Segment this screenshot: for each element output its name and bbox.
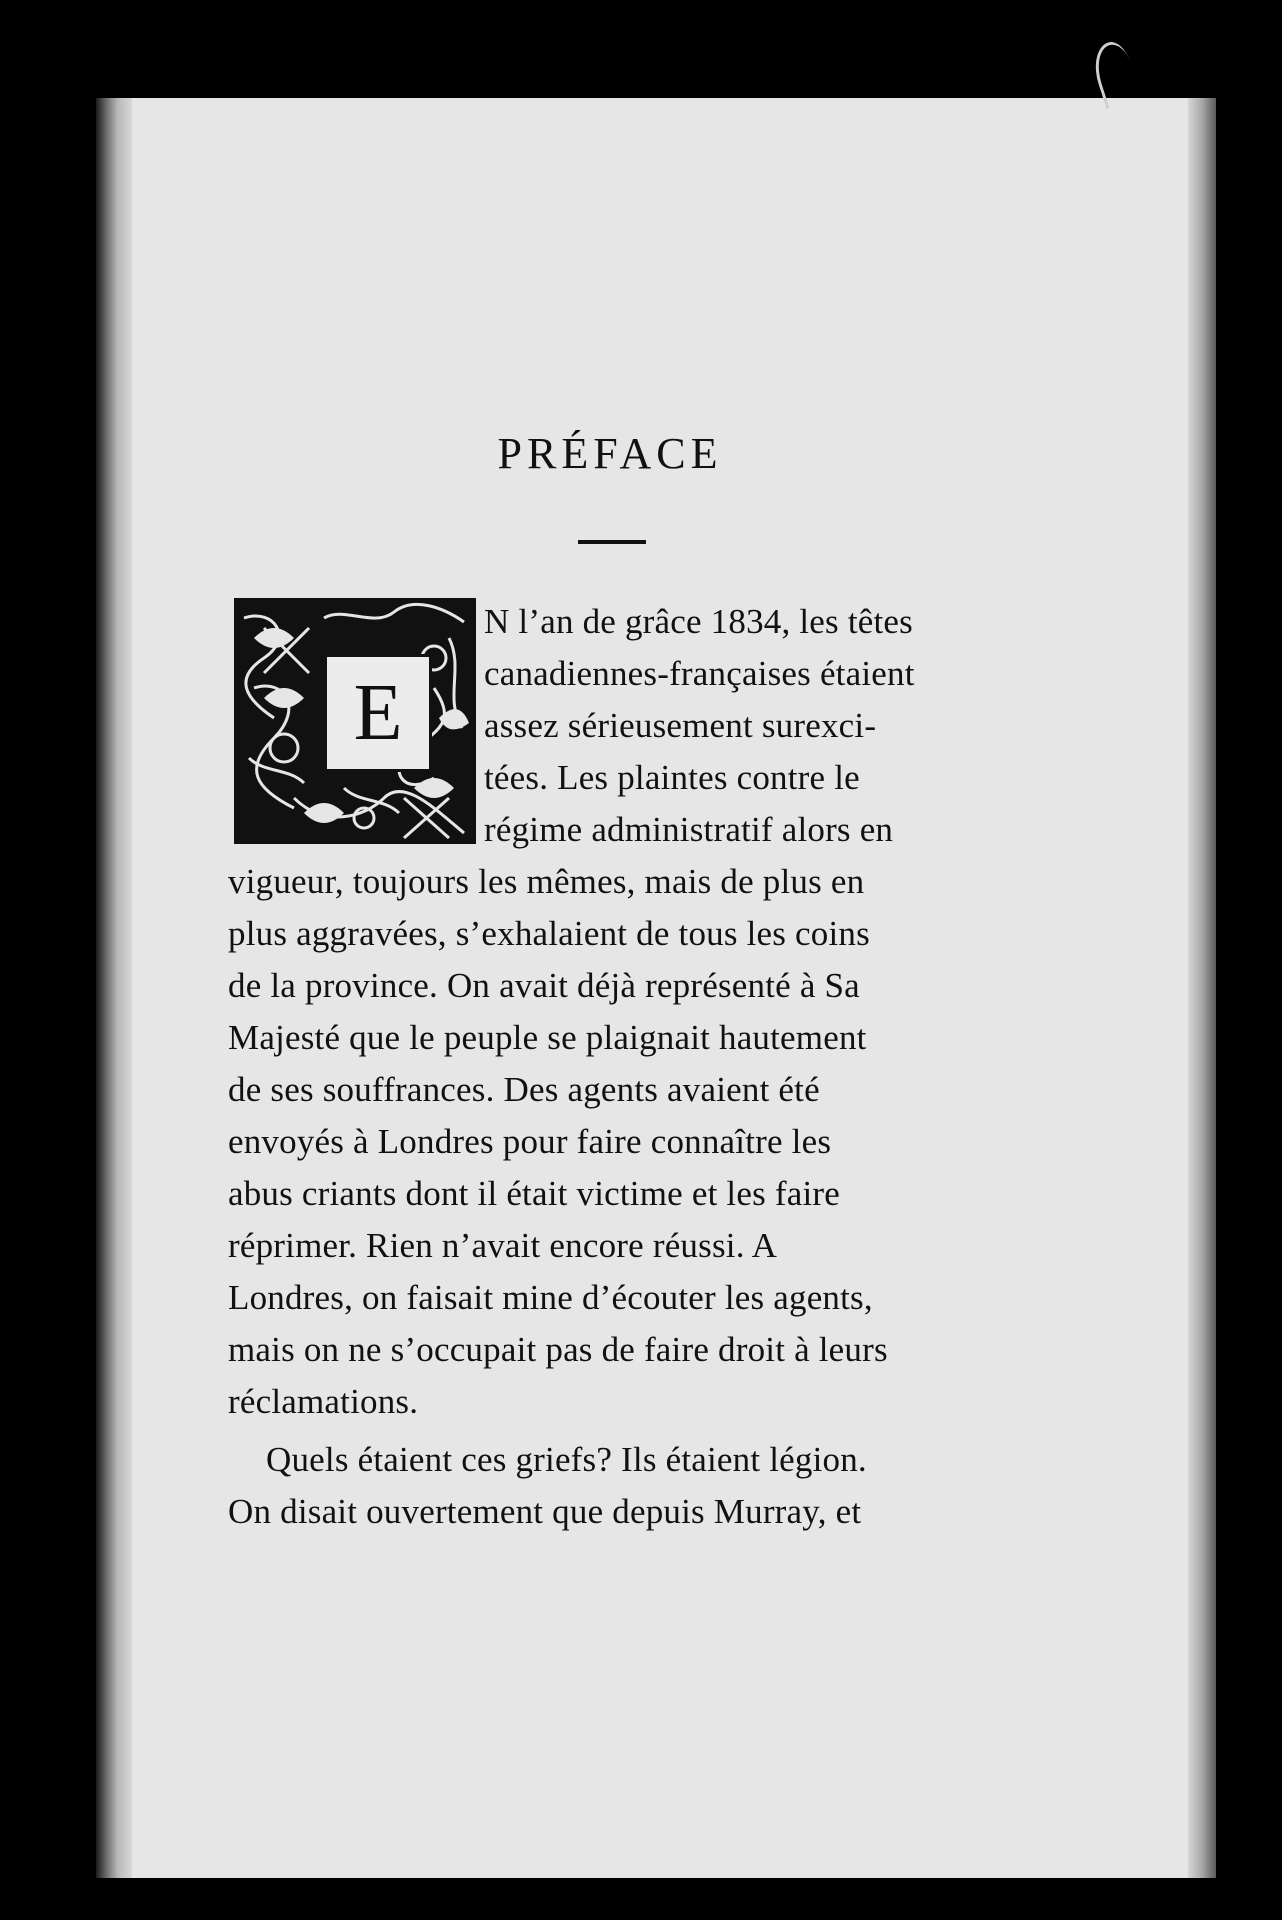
top-margin [0, 0, 1282, 98]
text-line: Majesté que le peuple se plaignait hautement [228, 1018, 867, 1057]
text-line: réclamations. [228, 1382, 419, 1421]
text-line: de ses souffrances. Des agents avaient été [228, 1070, 820, 1109]
text-line: assez sérieusement surexci- [484, 706, 877, 745]
text-line: Quels étaient ces griefs? Ils étaient légion. [266, 1440, 867, 1479]
text-line: régime administratif alors en [484, 810, 894, 849]
book-spine-gutter [96, 98, 132, 1878]
drop-cap-letter: E [353, 669, 403, 757]
title-rule [578, 540, 646, 544]
page-edge [1188, 98, 1216, 1878]
text-line: canadiennes-françaises étaient [484, 654, 915, 693]
text-line: On disait ouvertement que depuis Murray, et [228, 1492, 862, 1531]
page-title: PRÉFACE [497, 429, 723, 478]
text-line: envoyés à Londres pour faire connaître les [228, 1122, 832, 1161]
text-line: réprimer. Rien n’avait encore réussi. A [228, 1226, 778, 1265]
text-line: plus aggravées, s’exhalaient de tous les coins [228, 914, 870, 953]
ornamental-drop-cap [234, 598, 476, 844]
text-line: de la province. On avait déjà représenté à Sa [228, 966, 860, 1005]
text-line: abus criants dont il était victime et les faire [228, 1174, 840, 1213]
text-line: N l’an de grâce 1834, les têtes [484, 602, 913, 641]
text-line: Londres, on faisait mine d’écouter les agents, [228, 1278, 873, 1317]
text-line: mais on ne s’occupait pas de faire droit à leurs [228, 1330, 888, 1369]
text-line: vigueur, toujours les mêmes, mais de plus en [228, 862, 865, 901]
text-line: tées. Les plaintes contre le [484, 758, 860, 797]
